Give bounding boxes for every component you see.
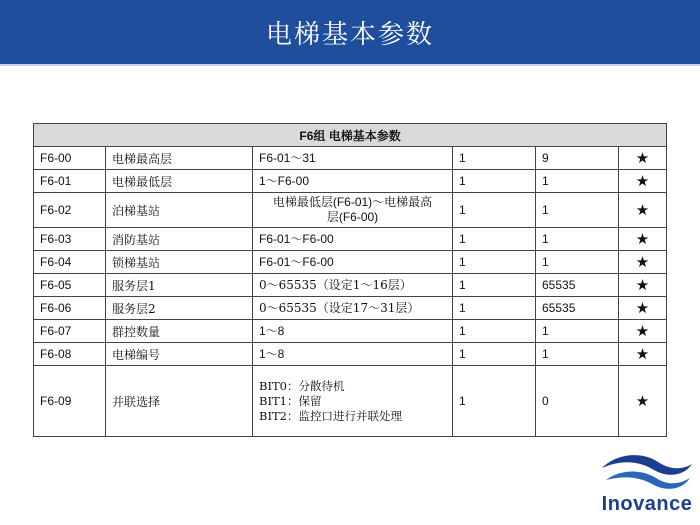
table-row: [34, 251, 667, 274]
param-range: F6-01～F6-00: [253, 251, 453, 274]
star-icon: ★: [619, 320, 667, 343]
param-name: 消防基站: [106, 228, 253, 251]
param-unit: 1: [453, 170, 536, 193]
param-code: F6-09: [34, 366, 106, 437]
param-range: [253, 193, 453, 228]
param-range: F6-01～31: [253, 147, 453, 170]
table-row: [34, 366, 667, 437]
star-icon: ★: [619, 251, 667, 274]
star-icon: ★: [619, 366, 667, 437]
star-icon: ★: [619, 228, 667, 251]
table-row: [34, 343, 667, 366]
logo-text: Inovance: [601, 493, 693, 515]
param-unit: 1: [453, 366, 536, 437]
table-row: [34, 228, 667, 251]
param-name: 泊梯基站: [106, 193, 253, 228]
param-code: F6-05: [34, 274, 106, 297]
param-default: 65535: [536, 297, 619, 320]
param-name: 服务层2: [106, 297, 253, 320]
param-default: 1: [536, 343, 619, 366]
param-range: 1～8: [253, 320, 453, 343]
group-header: F6组 电梯基本参数: [34, 124, 667, 147]
param-default: 0: [536, 366, 619, 437]
param-name: 群控数量: [106, 320, 253, 343]
table-row: [34, 170, 667, 193]
param-range: [253, 366, 453, 437]
param-default: 1: [536, 251, 619, 274]
star-icon: ★: [619, 170, 667, 193]
param-range-line: 电梯最低层(F6-01)～电梯最高: [272, 195, 433, 209]
param-range: 0～65535（设定17～31层）: [253, 297, 453, 320]
param-code: F6-08: [34, 343, 106, 366]
param-default: 9: [536, 147, 619, 170]
param-code: F6-03: [34, 228, 106, 251]
param-range-line: BIT0：分散待机: [259, 378, 345, 393]
table-row: [34, 320, 667, 343]
param-default: 65535: [536, 274, 619, 297]
param-unit: 1: [453, 274, 536, 297]
param-default: 1: [536, 170, 619, 193]
table-row: [34, 274, 667, 297]
param-range: 0～65535（设定1～16层）: [253, 274, 453, 297]
param-range-line: 层(F6-00): [326, 210, 379, 224]
table-row: [34, 297, 667, 320]
table-row: [34, 147, 667, 170]
param-name: 服务层1: [106, 274, 253, 297]
star-icon: ★: [619, 274, 667, 297]
param-range-line: BIT2：监控口进行并联处理: [259, 408, 402, 423]
param-code: F6-01: [34, 170, 106, 193]
parameter-table: [33, 123, 667, 437]
param-range: F6-01～F6-00: [253, 228, 453, 251]
param-unit: 1: [453, 320, 536, 343]
param-unit: 1: [453, 251, 536, 274]
param-range: 1～8: [253, 343, 453, 366]
slide-title-bar: [0, 0, 700, 64]
star-icon: ★: [619, 193, 667, 228]
param-unit: 1: [453, 297, 536, 320]
param-unit: 1: [453, 343, 536, 366]
param-unit: 1: [453, 147, 536, 170]
param-name: 电梯最高层: [106, 147, 253, 170]
param-default: 1: [536, 320, 619, 343]
star-icon: ★: [619, 147, 667, 170]
table-row: [34, 193, 667, 228]
param-code: F6-07: [34, 320, 106, 343]
param-name: 并联选择: [106, 366, 253, 437]
param-unit: 1: [453, 193, 536, 228]
param-code: F6-00: [34, 147, 106, 170]
slide-title: 电梯基本参数: [265, 19, 434, 50]
param-range: 1～F6-00: [253, 170, 453, 193]
param-name: 电梯编号: [106, 343, 253, 366]
param-name: 锁梯基站: [106, 251, 253, 274]
star-icon: ★: [619, 343, 667, 366]
param-code: F6-06: [34, 297, 106, 320]
star-icon: ★: [619, 297, 667, 320]
param-default: 1: [536, 193, 619, 228]
title-divider: [0, 64, 700, 66]
param-code: F6-04: [34, 251, 106, 274]
param-code: F6-02: [34, 193, 106, 228]
param-name: 电梯最低层: [106, 170, 253, 193]
param-unit: 1: [453, 228, 536, 251]
param-default: 1: [536, 228, 619, 251]
param-range-line: BIT1：保留: [259, 393, 322, 408]
table-group-header-row: [34, 124, 667, 147]
